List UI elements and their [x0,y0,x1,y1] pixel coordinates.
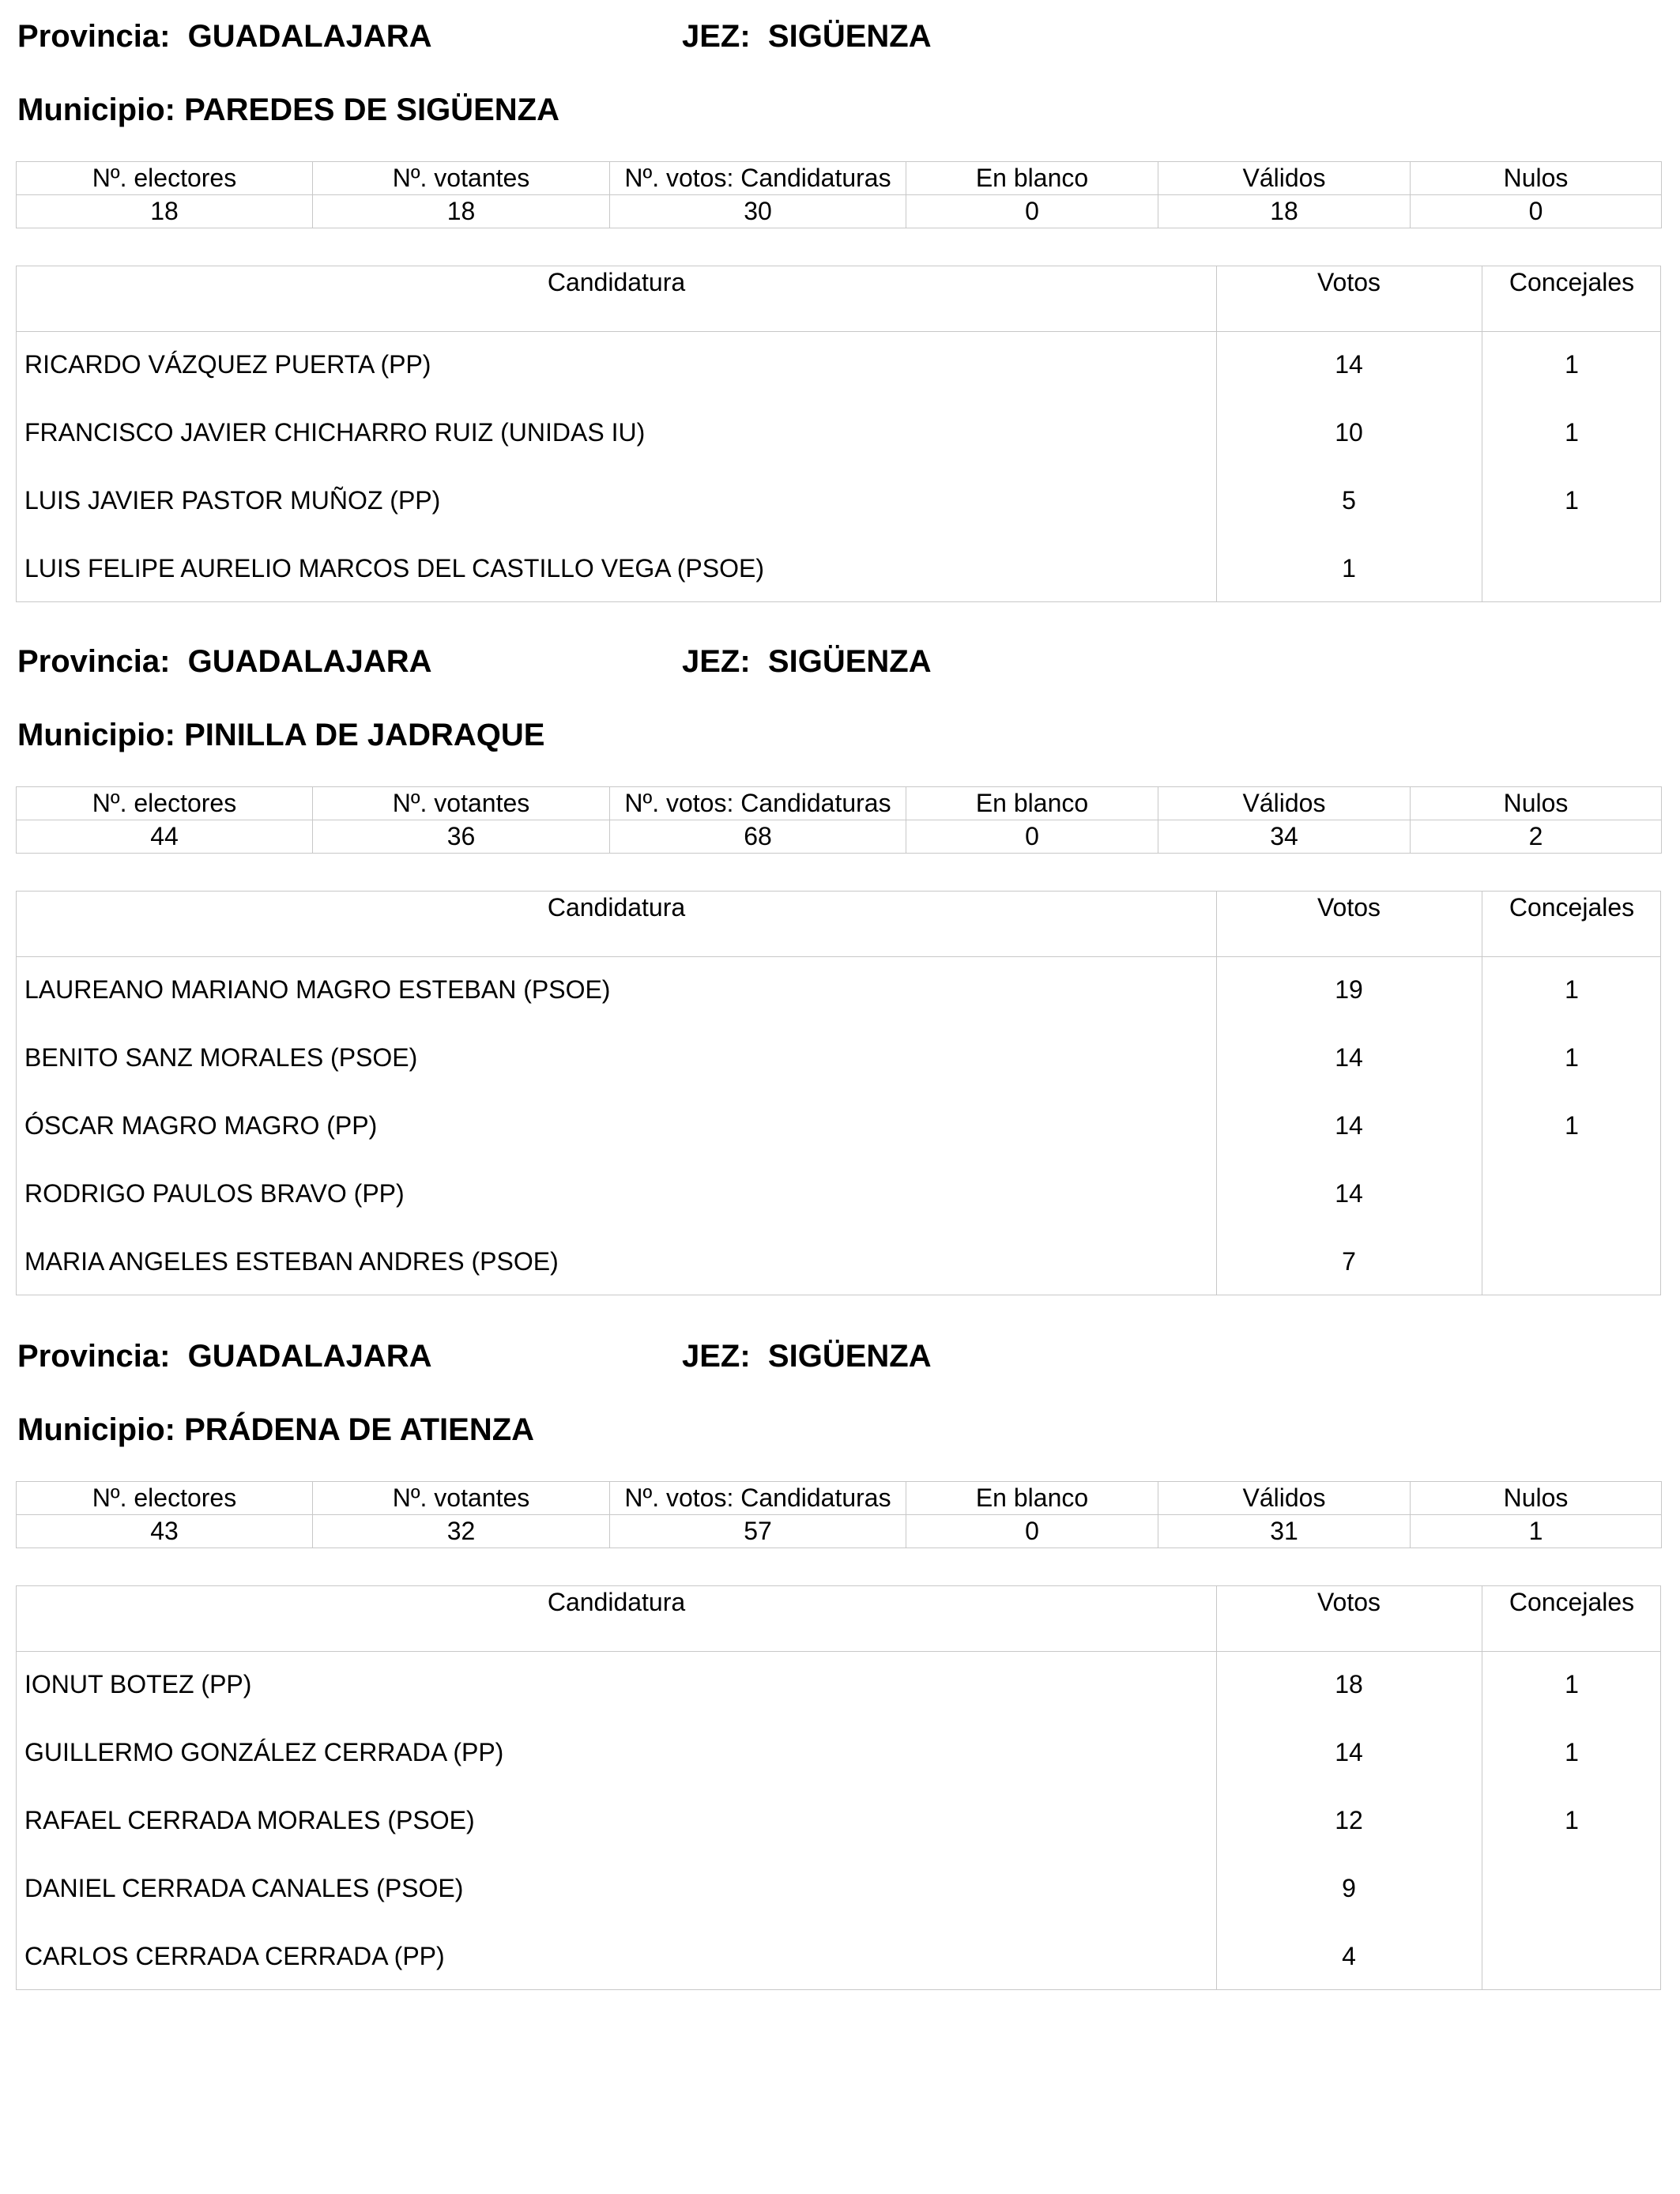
candidate-name: RODRIGO PAULOS BRAVO (PP) [24,1179,405,1208]
candidate-row [17,1228,1660,1296]
candidate-votes: 5 [1342,486,1356,515]
summary-header-cell: En blanco [906,787,1158,820]
candidate-row [17,1923,1660,1991]
summary-header-cell: Nº. votos: Candidaturas [610,1482,906,1515]
summary-value-cell: 36 [313,820,610,854]
candidate-votes: 1 [1342,554,1356,582]
summary-value-cell: 0 [906,1515,1158,1548]
candidate-name: RAFAEL CERRADA MORALES (PSOE) [24,1806,475,1834]
summary-value-row [17,820,1662,854]
candidate-row [17,467,1660,535]
summary-header-cell: Nulos [1411,787,1662,820]
candidate-row [17,1719,1660,1787]
municipio-label: Municipio: PAREDES DE SIGÜENZA [17,92,559,127]
candidate-concejales: 1 [1565,1738,1579,1766]
summary-value-cell: 18 [17,195,313,228]
candidate-votes: 14 [1335,1738,1363,1766]
candidate-votes: 9 [1342,1874,1356,1902]
candidate-concejales: 1 [1565,975,1579,1004]
candidate-name: DANIEL CERRADA CANALES (PSOE) [24,1874,464,1902]
candidate-name: LUIS FELIPE AURELIO MARCOS DEL CASTILLO VEGA (PSOE) [24,554,764,582]
provincia-label: Provincia: GUADALAJARA [17,644,432,679]
summary-value-cell: 18 [1158,195,1411,228]
summary-header-cell: Nº. electores [17,1482,313,1515]
summary-value-cell: 0 [906,195,1158,228]
candidate-row [17,1787,1660,1855]
summary-value-cell: 32 [313,1515,610,1548]
summary-header-cell: Nº. electores [17,787,313,820]
candidate-votes: 14 [1335,1179,1363,1208]
summary-value-cell: 43 [17,1515,313,1548]
summary-header-cell: En blanco [906,162,1158,195]
municipality-section [16,1337,1661,1970]
candidate-concejales: 1 [1565,1111,1579,1140]
candidate-row [17,1024,1660,1092]
candidate-votes: 18 [1335,1670,1363,1698]
candidate-name: IONUT BOTEZ (PP) [24,1670,252,1698]
candidate-name: ÓSCAR MAGRO MAGRO (PP) [24,1111,378,1140]
summary-value-cell: 57 [610,1515,906,1548]
candidate-concejales: 1 [1565,1043,1579,1072]
candidate-name: CARLOS CERRADA CERRADA (PP) [24,1942,445,1970]
candidate-concejales: 1 [1565,486,1579,515]
candidates-header-cell: Candidatura [547,893,686,922]
candidate-row [17,1855,1660,1923]
summary-value-row [17,195,1662,228]
candidates-table [16,1585,1661,1990]
candidate-name: MARIA ANGELES ESTEBAN ANDRES (PSOE) [24,1247,559,1276]
candidates-header-cell: Candidatura [547,268,686,296]
summary-value-cell: 0 [906,820,1158,854]
summary-header-cell: En blanco [906,1482,1158,1515]
candidate-votes: 12 [1335,1806,1363,1834]
provincia-label: Provincia: GUADALAJARA [17,19,432,54]
summary-header-cell: Válidos [1158,1482,1411,1515]
candidate-name: BENITO SANZ MORALES (PSOE) [24,1043,418,1072]
candidate-name: FRANCISCO JAVIER CHICHARRO RUIZ (UNIDAS IU) [24,418,646,447]
summary-header-cell: Nº. votantes [313,162,610,195]
candidate-row [17,1651,1660,1719]
summary-value-cell: 1 [1411,1515,1662,1548]
candidates-header-cell: Concejales [1509,268,1635,296]
candidates-header-cell: Candidatura [547,1588,686,1616]
candidate-votes: 7 [1342,1247,1356,1276]
candidate-concejales: 1 [1565,418,1579,447]
candidate-votes: 14 [1335,1111,1363,1140]
summary-header-row [17,162,1662,195]
summary-table [16,161,1662,228]
summary-header-cell: Nulos [1411,1482,1662,1515]
candidate-concejales: 1 [1565,350,1579,379]
summary-value-cell: 2 [1411,820,1662,854]
summary-header-row [17,1482,1662,1515]
summary-value-cell: 30 [610,195,906,228]
candidates-table [16,266,1661,602]
summary-header-cell: Nº. votantes [313,787,610,820]
candidates-header-cell: Votos [1317,893,1381,922]
candidates-header-cell: Votos [1317,268,1381,296]
candidate-row [17,331,1660,399]
jez-label: JEZ: SIGÜENZA [682,19,932,54]
candidate-row [17,956,1660,1024]
candidates-header-cell: Concejales [1509,1588,1635,1616]
summary-table [16,1481,1662,1548]
candidate-name: RICARDO VÁZQUEZ PUERTA (PP) [24,350,431,379]
summary-value-cell: 44 [17,820,313,854]
summary-value-cell: 18 [313,195,610,228]
candidate-name: LUIS JAVIER PASTOR MUÑOZ (PP) [24,486,441,515]
candidate-name: LAUREANO MARIANO MAGRO ESTEBAN (PSOE) [24,975,611,1004]
summary-header-cell: Nº. votantes [313,1482,610,1515]
municipality-section [16,643,1661,1275]
provincia-label: Provincia: GUADALAJARA [17,1339,432,1374]
candidate-row [17,399,1660,467]
summary-header-cell: Válidos [1158,162,1411,195]
summary-header-cell: Nº. electores [17,162,313,195]
municipality-section [16,17,1661,650]
jez-label: JEZ: SIGÜENZA [682,1339,932,1374]
candidate-row [17,1092,1660,1160]
candidate-votes: 4 [1342,1942,1356,1970]
candidate-name: GUILLERMO GONZÁLEZ CERRADA (PP) [24,1738,504,1766]
summary-value-cell: 0 [1411,195,1662,228]
municipio-label: Municipio: PRÁDENA DE ATIENZA [17,1412,535,1447]
candidate-votes: 14 [1335,350,1363,379]
summary-header-row [17,787,1662,820]
municipio-label: Municipio: PINILLA DE JADRAQUE [17,718,545,752]
summary-value-row [17,1515,1662,1548]
summary-value-cell: 34 [1158,820,1411,854]
jez-label: JEZ: SIGÜENZA [682,644,932,679]
candidate-votes: 19 [1335,975,1363,1004]
summary-header-cell: Nº. votos: Candidaturas [610,787,906,820]
candidates-table [16,891,1661,1295]
candidate-row [17,535,1660,603]
summary-table [16,786,1662,854]
candidate-concejales: 1 [1565,1670,1579,1698]
summary-header-cell: Nº. votos: Candidaturas [610,162,906,195]
candidate-votes: 10 [1335,418,1363,447]
candidates-header-cell: Votos [1317,1588,1381,1616]
candidate-row [17,1160,1660,1228]
summary-value-cell: 31 [1158,1515,1411,1548]
summary-header-cell: Válidos [1158,787,1411,820]
summary-value-cell: 68 [610,820,906,854]
summary-header-cell: Nulos [1411,162,1662,195]
candidates-header-cell: Concejales [1509,893,1635,922]
candidate-votes: 14 [1335,1043,1363,1072]
candidate-concejales: 1 [1565,1806,1579,1834]
